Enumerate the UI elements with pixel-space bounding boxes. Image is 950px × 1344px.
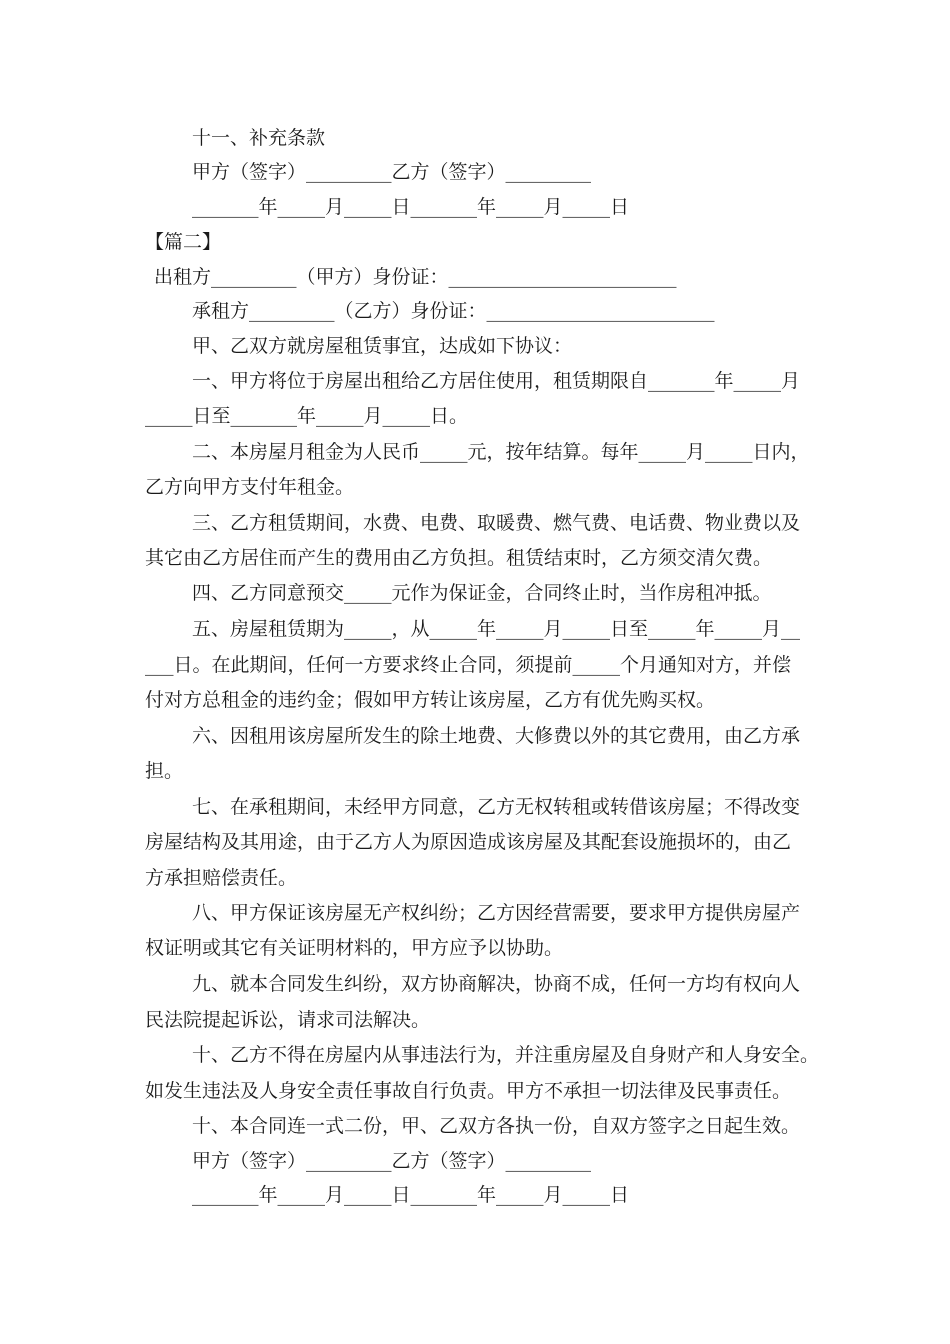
clause-line: 一、甲方将位于房屋出租给乙方居住使用，租赁期限自_______年_____月 (192, 370, 801, 392)
clause-line: 权证明或其它有关证明材料的，甲方应予以协助。 (145, 937, 564, 959)
clause-line: 二、本房屋月租金为人民币_____元，按年结算。每年_____月_____日内， (192, 441, 810, 463)
clause-line: 民法院提起诉讼，请求司法解决。 (145, 1009, 431, 1031)
clause-line: 房屋结构及其用途，由于乙方人为原因造成该房屋及其配套设施损坏的，由乙 (145, 831, 792, 853)
lessee-line: 承租方_________（乙方）身份证：________________________ (192, 300, 715, 322)
clause-line: 其它由乙方居住而产生的费用由乙方负担。租赁结束时，乙方须交清欠费。 (145, 547, 773, 569)
intro-line: 甲、乙双方就房屋租赁事宜，达成如下协议： (192, 335, 573, 357)
clause-line: _____日至_______年_____月_____日。 (145, 405, 469, 427)
section2-dates: _______年_____月_____日_______年_____月_____日 (192, 1184, 630, 1206)
section1-heading: 十一、补充条款 (192, 127, 326, 149)
section1-signatures: 甲方（签字）_________乙方（签字）_________ (192, 161, 592, 183)
clause-line: 四、乙方同意预交_____元作为保证金，合同终止时，当作房租冲抵。 (192, 582, 772, 604)
clause-line: 担。 (145, 760, 184, 782)
section2-title: 【篇二】 (145, 231, 222, 253)
clause-line: 六、因租用该房屋所发生的除土地费、大修费以外的其它费用，由乙方承 (192, 725, 801, 747)
lessor-line: 出租方_________（甲方）身份证：________________________ (154, 266, 677, 288)
clause-line: 如发生违法及人身安全责任事故自行负责。甲方不承担一切法律及民事责任。 (145, 1080, 792, 1102)
clause-line: 乙方向甲方支付年租金。 (145, 476, 355, 498)
clause-line: ___日。在此期间，任何一方要求终止合同，须提前_____个月通知对方，并偿 (145, 654, 792, 676)
section2-signatures: 甲方（签字）_________乙方（签字）_________ (192, 1150, 592, 1172)
clause-line: 七、在承租期间，未经甲方同意，乙方无权转租或转借该房屋；不得改变 (192, 796, 801, 818)
section1-dates: _______年_____月_____日_______年_____月_____日 (192, 196, 630, 218)
clause-line: 付对方总租金的违约金；假如甲方转让该房屋，乙方有优先购买权。 (145, 689, 716, 711)
clause-line: 五、房屋租赁期为_____，从_____年_____月_____日至_____年_____月__ (192, 618, 801, 640)
clause-line: 方承担赔偿责任。 (145, 867, 298, 889)
clause-line: 十、本合同连一式二份，甲、乙双方各执一份，自双方签字之日起生效。 (192, 1115, 801, 1137)
clause-line: 八、甲方保证该房屋无产权纠纷；乙方因经营需要，要求甲方提供房屋产 (192, 902, 801, 924)
clause-line: 九、就本合同发生纠纷，双方协商解决，协商不成，任何一方均有权向人 (192, 973, 801, 995)
clause-line: 十、乙方不得在房屋内从事违法行为，并注重房屋及自身财产和人身安全。 (192, 1044, 820, 1066)
clause-line: 三、乙方租赁期间，水费、电费、取暖费、燃气费、电话费、物业费以及 (192, 512, 801, 534)
